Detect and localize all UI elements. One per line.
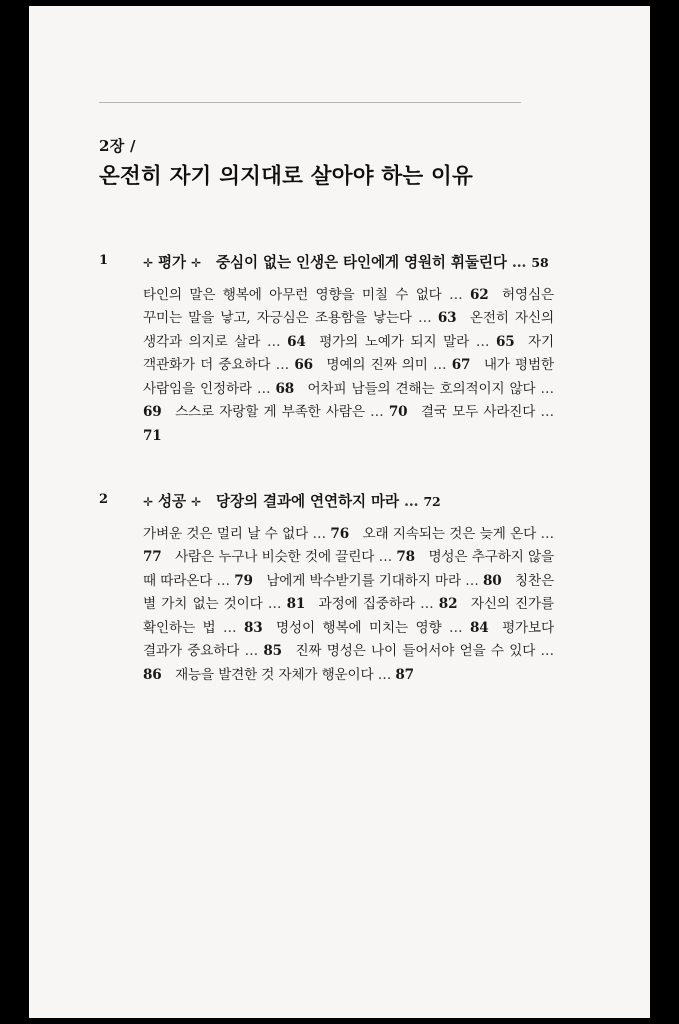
subitem-text: 재능을 발견한 것 자체가 행운이다 xyxy=(175,666,378,683)
cross-ornament-icon: ✛ xyxy=(143,255,154,270)
leader-dots: … xyxy=(449,619,470,636)
leader-dots: … xyxy=(216,572,235,589)
entry-page-number: 72 xyxy=(423,494,441,510)
subitem-page-number: 76 xyxy=(330,525,350,542)
leader-dots: … xyxy=(540,380,554,397)
subitem-text: 허영심은 꾸미는 말을 낳고, 자긍심은 조용함을 낳는다 xyxy=(143,286,554,327)
leader-dots: … xyxy=(256,380,276,397)
leader-dots: … xyxy=(267,596,287,613)
subitem-page-number: 85 xyxy=(263,643,282,660)
leader-dots: … xyxy=(475,333,496,350)
subitem-page-number: 65 xyxy=(495,333,515,350)
leader-dots: … xyxy=(540,643,554,660)
entry-headline: ✛ 성공 ✛ 당장의 결과에 연연하지 마라 … 72 xyxy=(143,493,441,511)
subitem-page-number: 69 xyxy=(143,404,162,421)
cross-ornament-icon: ✛ xyxy=(191,495,202,510)
entry-number: 1 xyxy=(99,252,109,268)
subitem-page-number: 63 xyxy=(437,310,457,327)
subitem-page-number: 66 xyxy=(294,357,313,374)
chapter-number: 2장 / xyxy=(99,137,136,155)
subitem-text: 사람은 누구나 비슷한 것에 끌린다 xyxy=(175,549,379,566)
subitem-page-number: 71 xyxy=(143,427,162,444)
entry-category: 성공 xyxy=(158,493,187,511)
subitem-page-number: 82 xyxy=(438,596,458,613)
subitem-text: 명성이 행복에 미치는 영향 xyxy=(276,619,449,636)
leader-dots: … xyxy=(449,286,470,303)
subitem-page-number: 77 xyxy=(143,549,162,566)
subitem-page-number: 68 xyxy=(275,380,295,397)
leader-dots: … xyxy=(370,404,389,421)
subitem-text: 평가의 노예가 되지 말라 xyxy=(319,333,476,350)
leader-dots: … xyxy=(378,549,397,566)
subitem-text: 자기 객관화가 더 중요하다 xyxy=(143,333,555,374)
book-page xyxy=(29,6,650,1018)
chapter-title: 온전히 자기 의지대로 살아야 하는 이유 xyxy=(99,164,473,189)
subitem-text: 온전히 자신의 생각과 의지로 살라 xyxy=(143,310,554,350)
toc-entry xyxy=(99,251,554,448)
subitem-page-number: 62 xyxy=(469,286,489,303)
toc-entry xyxy=(99,490,554,687)
subitem-text: 명예의 진짜 의미 xyxy=(326,357,434,374)
subitem-page-number: 80 xyxy=(482,572,502,589)
subitem-text: 남에게 박수받기를 기대하지 마라 xyxy=(266,572,466,589)
subitem-text: 결국 모두 사라진다 xyxy=(420,404,541,421)
subitem-page-number: 86 xyxy=(143,666,162,683)
leader-dots: … xyxy=(244,643,264,660)
subitem-text: 칭찬은 별 가치 없는 것이다 xyxy=(143,572,554,613)
subitem-text: 명성은 추구하지 않을 때 따라온다 xyxy=(143,549,554,589)
subitem-text: 내가 평범한 사람임을 인정하라 xyxy=(143,357,554,397)
subitem-page-number: 83 xyxy=(243,619,263,636)
leader-dots: … xyxy=(377,666,396,683)
subitem-text: 오래 지속되는 것은 늦게 온다 xyxy=(362,525,541,542)
subitem-text: 타인의 말은 행복에 아무런 영향을 미칠 수 없다 xyxy=(143,286,450,303)
subitem-page-number: 81 xyxy=(286,596,306,613)
subitem-page-number: 64 xyxy=(287,333,306,350)
header-divider xyxy=(99,102,521,103)
entry-category: 평가 xyxy=(158,253,187,271)
subitem-text: 스스로 자랑할 게 부족한 사람은 xyxy=(175,404,371,421)
entry-body xyxy=(143,251,554,448)
leader-dots: … xyxy=(266,333,288,350)
entry-page-number: 58 xyxy=(531,254,549,270)
entry-body xyxy=(143,490,554,687)
entry-headline-text: 당장의 결과에 연연하지 마라 xyxy=(216,493,399,511)
leader-dots: … xyxy=(275,357,295,374)
leader-dots: … xyxy=(465,572,483,589)
subitem-page-number: 70 xyxy=(388,404,408,421)
entry-number: 2 xyxy=(99,492,109,508)
subitem-page-number: 84 xyxy=(469,619,489,636)
leader-dots: … xyxy=(420,596,439,613)
subitem-page-number: 79 xyxy=(234,572,253,589)
leader-dots: … xyxy=(312,525,331,542)
subitem-text: 자신의 진가를 확인하는 법 xyxy=(143,596,554,636)
subitem-page-number: 78 xyxy=(396,549,415,566)
entry-subitems xyxy=(143,523,554,688)
subitem-text: 평가보다 결과가 중요하다 xyxy=(143,619,554,660)
subitem-text: 과정에 집중하라 xyxy=(318,596,421,613)
entry-headline: ✛ 평가 ✛ 중심이 없는 인생은 타인에게 영원히 휘둘린다 … 58 xyxy=(143,253,549,271)
leader-dots: … xyxy=(433,357,452,374)
subitem-text: 진짜 명성은 나이 들어서야 얻을 수 있다 xyxy=(295,643,541,660)
cross-ornament-icon: ✛ xyxy=(191,255,202,270)
leader-dots: … xyxy=(418,310,438,327)
table-of-contents xyxy=(99,102,554,729)
subitem-page-number: 67 xyxy=(451,357,471,374)
subitem-text: 가벼운 것은 멀리 날 수 없다 xyxy=(143,525,313,542)
leader-dots: … xyxy=(540,525,554,542)
cross-ornament-icon: ✛ xyxy=(143,495,154,510)
subitem-page-number: 87 xyxy=(395,666,414,683)
leader-dots: … xyxy=(540,404,554,421)
leader-dots: … xyxy=(222,619,244,636)
entry-headline-text: 중심이 없는 인생은 타인에게 영원히 휘둘린다 xyxy=(216,253,507,271)
entry-subitems xyxy=(143,284,554,449)
subitem-text: 어차피 남들의 견해는 호의적이지 않다 xyxy=(307,380,541,397)
